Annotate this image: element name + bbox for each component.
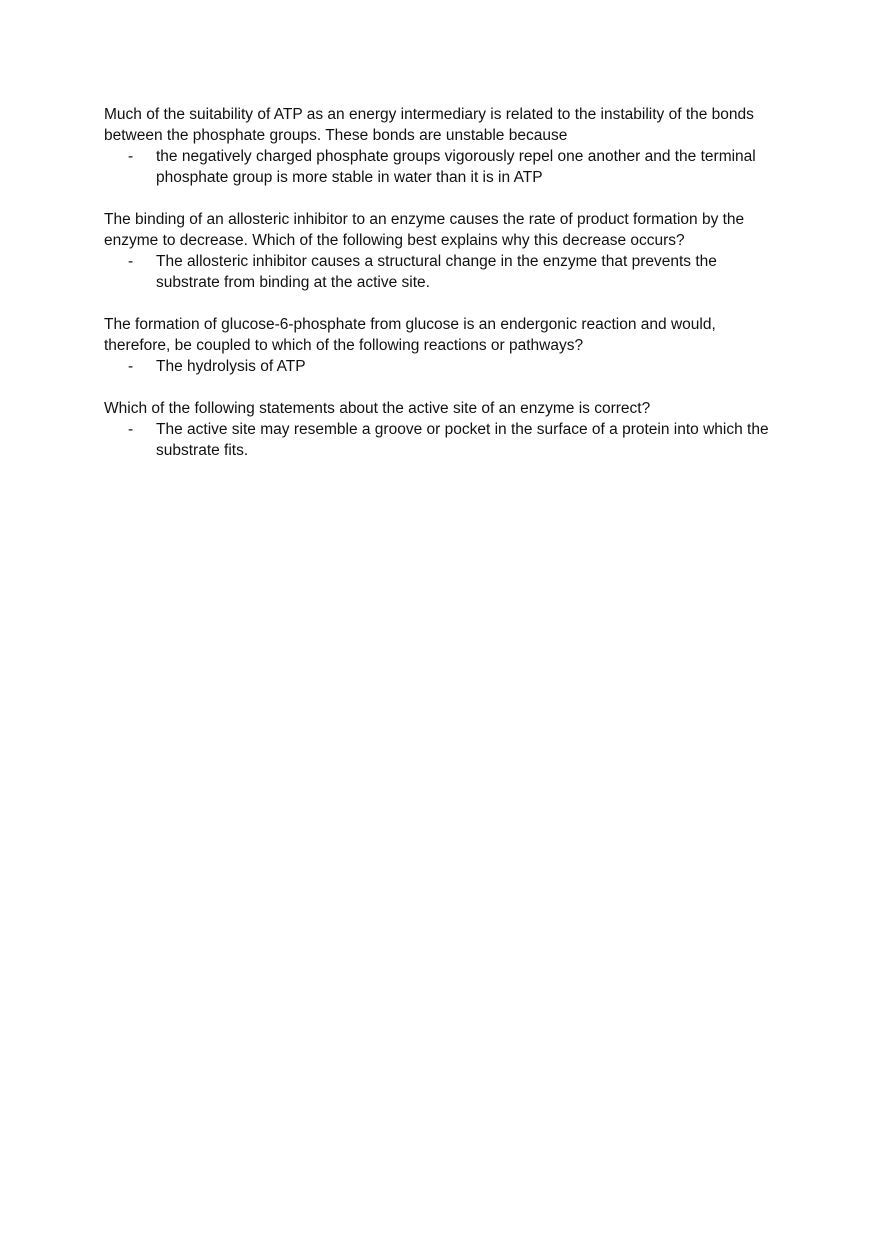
document-body [104, 104, 784, 482]
answer-text: The allosteric inhibitor causes a structural change in the enzyme that prevents the substrate from binding at the active site. [156, 253, 717, 291]
qa-block-1 [104, 104, 784, 188]
question-text: The formation of glucose-6-phosphate from glucose is an endergonic reaction and would, therefore, be coupled to which of the following reactions or pathways? [104, 316, 716, 354]
qa-block-2 [104, 209, 784, 293]
dash-bullet: - [128, 358, 134, 375]
dash-bullet: - [128, 253, 134, 270]
question-text: The binding of an allosteric inhibitor to an enzyme causes the rate of product formation by the enzyme to decrease. Which of the following best explains why this decrease occurs? [104, 211, 745, 249]
answer-item [104, 146, 784, 188]
answer-item [104, 419, 784, 461]
answer-text: The active site may resemble a groove or pocket in the surface of a protein into which the substrate fits. [156, 421, 769, 459]
question-text: Which of the following statements about the active site of an enzyme is correct? [104, 400, 651, 417]
answer-text: The hydrolysis of ATP [156, 358, 306, 375]
answer-item [104, 251, 784, 293]
qa-block-4 [104, 398, 784, 461]
dash-bullet: - [128, 421, 134, 438]
answer-item [104, 356, 784, 377]
qa-block-3 [104, 314, 784, 377]
dash-bullet: - [128, 148, 134, 165]
question-text: Much of the suitability of ATP as an energy intermediary is related to the instability of the bonds between the phosphate groups. These bonds are unstable because [104, 106, 754, 144]
answer-text: the negatively charged phosphate groups vigorously repel one another and the terminal phosphate group is more stable in water than it is in ATP [156, 148, 756, 186]
